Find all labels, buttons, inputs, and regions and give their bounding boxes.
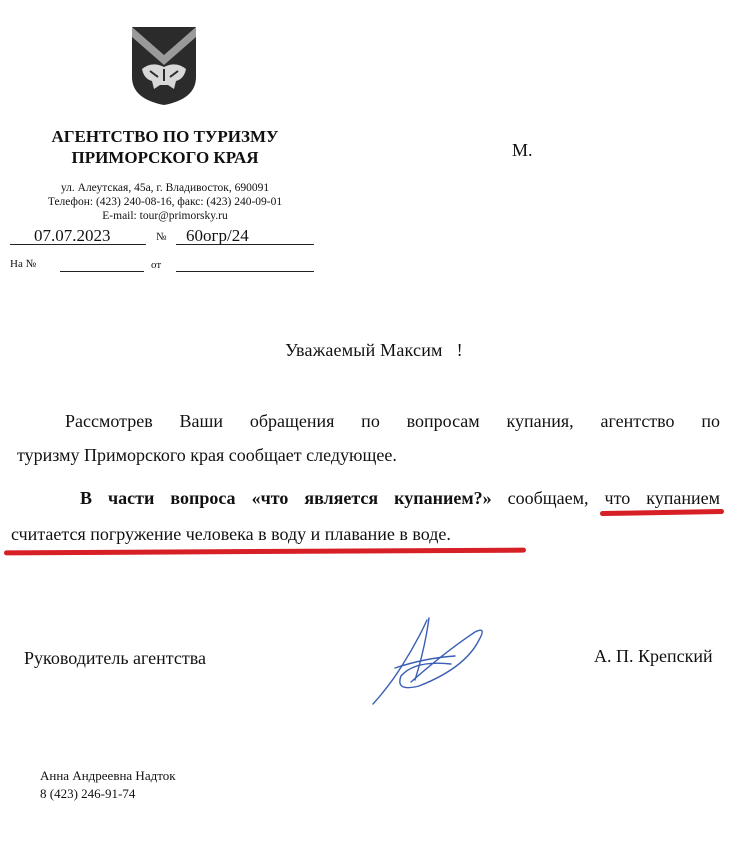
from-line: [176, 271, 314, 272]
agency-name-line1: АГЕНТСТВО ПО ТУРИЗМУ: [51, 127, 279, 146]
signatory-name: А. П. Крепский: [594, 646, 713, 666]
contact-name: Анна Андреевна Надток: [40, 768, 176, 783]
body-para2-line2: считается погружение человека в воду и плавание в воде.: [11, 524, 451, 544]
number-line: [176, 244, 314, 245]
agency-address: ул. Алеутская, 45а, г. Владивосток, 690091: [60, 182, 270, 194]
body-para1-line2: туризму Приморского края сообщает следующее.: [17, 445, 397, 465]
agency-email: E-mail: tour@primorsky.ru: [102, 210, 228, 222]
coat-of-arms-emblem: [128, 25, 200, 107]
handwritten-signature: [355, 612, 495, 712]
highlight-underline-long: [4, 548, 526, 556]
agency-name-line2: ПРИМОРСКОГО КРАЯ: [71, 148, 259, 167]
greeting: [0, 340, 748, 361]
signatory-role: Руководитель агентства: [24, 648, 206, 668]
reply-number-line: [60, 271, 144, 272]
letter-number: 60огр/24: [186, 226, 249, 245]
greeting-punct: !: [456, 340, 463, 360]
number-label: №: [156, 231, 167, 243]
body-para1-line1: Рассмотрев Ваши обращения по вопросам купания, агентство по: [65, 411, 720, 431]
from-label: от: [151, 259, 162, 271]
letter-date: 07.07.2023: [34, 226, 111, 245]
addressee-initial: М.: [512, 140, 533, 160]
greeting-text: Уважаемый Максим: [285, 340, 443, 360]
highlight-underline-short: [600, 509, 724, 516]
date-line: [10, 244, 146, 245]
contact-phone: 8 (423) 246-91-74: [40, 786, 136, 801]
para2-bold-text: В части вопроса «что является купанием?»: [80, 488, 492, 508]
body-para2-line1: [80, 487, 720, 509]
agency-phone: Телефон: (423) 240-08-16, факс: (423) 240-09-01: [47, 196, 283, 208]
para2-rest-text: сообщаем, что купанием: [491, 488, 720, 508]
reply-number-label: На №: [10, 258, 37, 270]
